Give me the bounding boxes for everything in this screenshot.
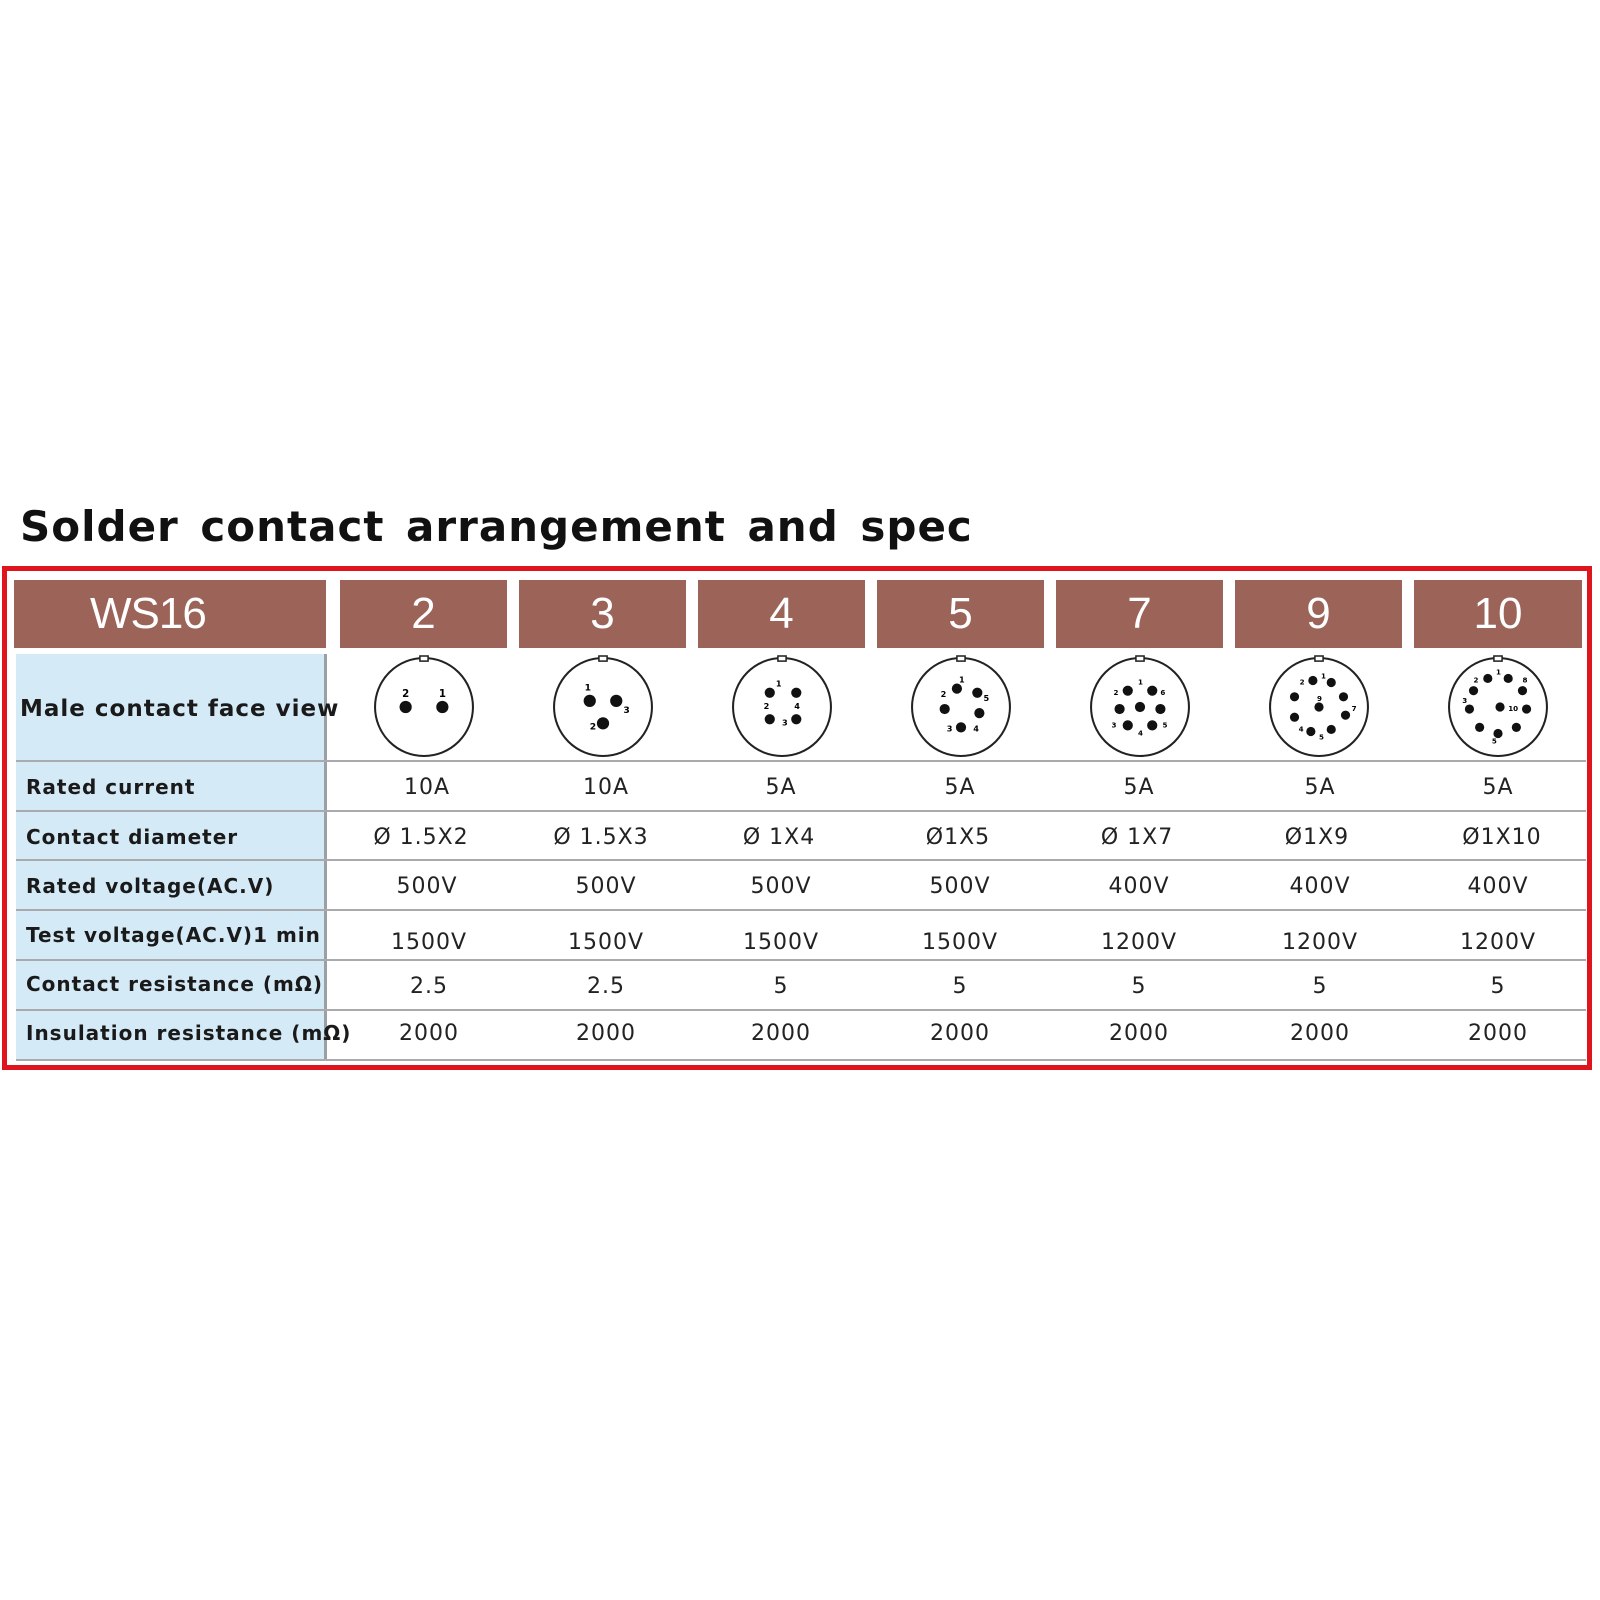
cell-insulation-resistance: 2000	[1468, 1021, 1528, 1046]
svg-text:9: 9	[1316, 693, 1322, 703]
svg-text:1: 1	[1495, 667, 1501, 677]
svg-text:1: 1	[584, 682, 592, 694]
cell-insulation-resistance: 2000	[930, 1021, 990, 1046]
cell-contact-resistance: 5	[1490, 974, 1506, 999]
contact-face-3-pin	[552, 656, 654, 758]
svg-text:4: 4	[973, 723, 979, 734]
pins-header-9: 9	[1235, 580, 1402, 648]
contact-face-5-pin	[910, 656, 1012, 758]
cell-rated-voltage: 400V	[1467, 874, 1529, 899]
svg-text:5: 5	[1491, 736, 1497, 746]
svg-text:2: 2	[1299, 677, 1305, 687]
cell-rated-current: 5A	[944, 775, 976, 800]
svg-text:6: 6	[1160, 687, 1166, 697]
cell-rated-voltage: 500V	[929, 874, 991, 899]
cell-rated-current: 10A	[403, 775, 451, 800]
row-label-rated-current: Rated current	[26, 775, 196, 799]
row-label-insulation-resistance: Insulation resistance (mΩ)	[26, 1021, 352, 1045]
svg-text:1: 1	[1321, 671, 1327, 681]
cell-contact-diameter: Ø1X10	[1462, 825, 1542, 850]
row-label-rated-voltage: Rated voltage(AC.V)	[26, 874, 275, 898]
svg-text:3: 3	[1462, 695, 1468, 705]
cell-rated-current: 5A	[765, 775, 797, 800]
cell-rated-voltage: 500V	[750, 874, 812, 899]
row-label-contact-resistance: Contact resistance (mΩ)	[26, 972, 323, 996]
cell-test-voltage: 1200V	[1459, 930, 1537, 955]
pins-header-3: 3	[519, 580, 686, 648]
cell-insulation-resistance: 2000	[751, 1021, 811, 1046]
svg-text:4: 4	[1298, 724, 1304, 734]
svg-text:2: 2	[402, 688, 410, 700]
svg-text:2: 2	[763, 701, 770, 712]
row-separator	[16, 909, 1586, 911]
row-label-face-view: Male contact face view	[20, 696, 340, 722]
cell-contact-diameter: Ø 1.5X3	[553, 825, 649, 850]
cell-contact-resistance: 2.5	[587, 974, 625, 999]
contact-face-7-pin	[1089, 656, 1191, 758]
cell-contact-resistance: 5	[952, 974, 968, 999]
svg-text:3: 3	[1111, 720, 1117, 730]
pins-header-2: 2	[340, 580, 507, 648]
cell-test-voltage: 1500V	[390, 930, 468, 955]
page-title: Solder contact arrangement and spec	[20, 502, 973, 551]
cell-rated-current: 5A	[1304, 775, 1336, 800]
pins-header-10: 10	[1414, 580, 1582, 648]
cell-insulation-resistance: 2000	[1109, 1021, 1169, 1046]
svg-text:5: 5	[983, 692, 990, 703]
cell-contact-diameter: Ø 1X7	[1100, 825, 1174, 850]
svg-text:4: 4	[1137, 728, 1143, 738]
svg-text:10: 10	[1508, 704, 1519, 714]
cell-test-voltage: 1200V	[1100, 930, 1178, 955]
cell-test-voltage: 1200V	[1281, 930, 1359, 955]
row-separator	[16, 810, 1586, 812]
svg-text:5: 5	[1319, 732, 1324, 742]
svg-text:2: 2	[1473, 675, 1479, 685]
cell-contact-resistance: 5	[773, 974, 789, 999]
cell-contact-resistance: 5	[1312, 974, 1328, 999]
svg-text:1: 1	[1137, 677, 1143, 687]
svg-text:2: 2	[589, 721, 597, 733]
cell-contact-diameter: Ø 1X4	[742, 825, 816, 850]
cell-rated-current: 10A	[582, 775, 630, 800]
row-separator	[16, 760, 1586, 762]
cell-insulation-resistance: 2000	[399, 1021, 459, 1046]
cell-contact-diameter: Ø 1.5X2	[373, 825, 469, 850]
cell-test-voltage: 1500V	[921, 930, 999, 955]
cell-rated-current: 5A	[1123, 775, 1155, 800]
contact-face-10-pin	[1447, 656, 1549, 758]
svg-text:3: 3	[623, 705, 630, 717]
cell-contact-resistance: 2.5	[410, 974, 448, 999]
cell-contact-diameter: Ø1X9	[1284, 825, 1350, 850]
svg-text:2: 2	[1113, 687, 1119, 697]
pins-header-7: 7	[1056, 580, 1223, 648]
svg-text:7: 7	[1351, 704, 1357, 714]
svg-text:2: 2	[940, 688, 947, 699]
cell-contact-diameter: Ø1X5	[925, 825, 991, 850]
row-separator	[16, 1059, 1586, 1061]
cell-test-voltage: 1500V	[567, 930, 645, 955]
cell-rated-voltage: 500V	[575, 874, 637, 899]
cell-rated-current: 5A	[1482, 775, 1514, 800]
svg-text:5: 5	[1162, 720, 1168, 730]
cell-rated-voltage: 400V	[1108, 874, 1170, 899]
row-separator	[16, 1009, 1586, 1011]
row-label-contact-diameter: Contact diameter	[26, 825, 239, 849]
svg-text:1: 1	[958, 674, 965, 685]
cell-rated-voltage: 500V	[396, 874, 458, 899]
pins-header-4: 4	[698, 580, 865, 648]
contact-face-2-pin	[373, 656, 475, 758]
row-label-test-voltage: Test voltage(AC.V)1 min	[26, 923, 321, 947]
row-separator	[16, 859, 1586, 861]
contact-face-4-pin	[731, 656, 833, 758]
svg-text:4: 4	[794, 701, 800, 712]
svg-text:1: 1	[775, 678, 782, 689]
cell-test-voltage: 1500V	[742, 930, 820, 955]
svg-text:8: 8	[1522, 675, 1528, 685]
cell-insulation-resistance: 2000	[1290, 1021, 1350, 1046]
cell-contact-resistance: 5	[1131, 974, 1147, 999]
cell-rated-voltage: 400V	[1289, 874, 1351, 899]
svg-text:3: 3	[782, 717, 788, 728]
row-separator	[16, 959, 1586, 961]
pins-header-5: 5	[877, 580, 1044, 648]
cell-insulation-resistance: 2000	[576, 1021, 636, 1046]
contact-face-9-pin	[1268, 656, 1370, 758]
svg-text:1: 1	[438, 688, 446, 700]
model-header: WS16	[14, 580, 326, 648]
svg-text:3: 3	[946, 723, 953, 734]
